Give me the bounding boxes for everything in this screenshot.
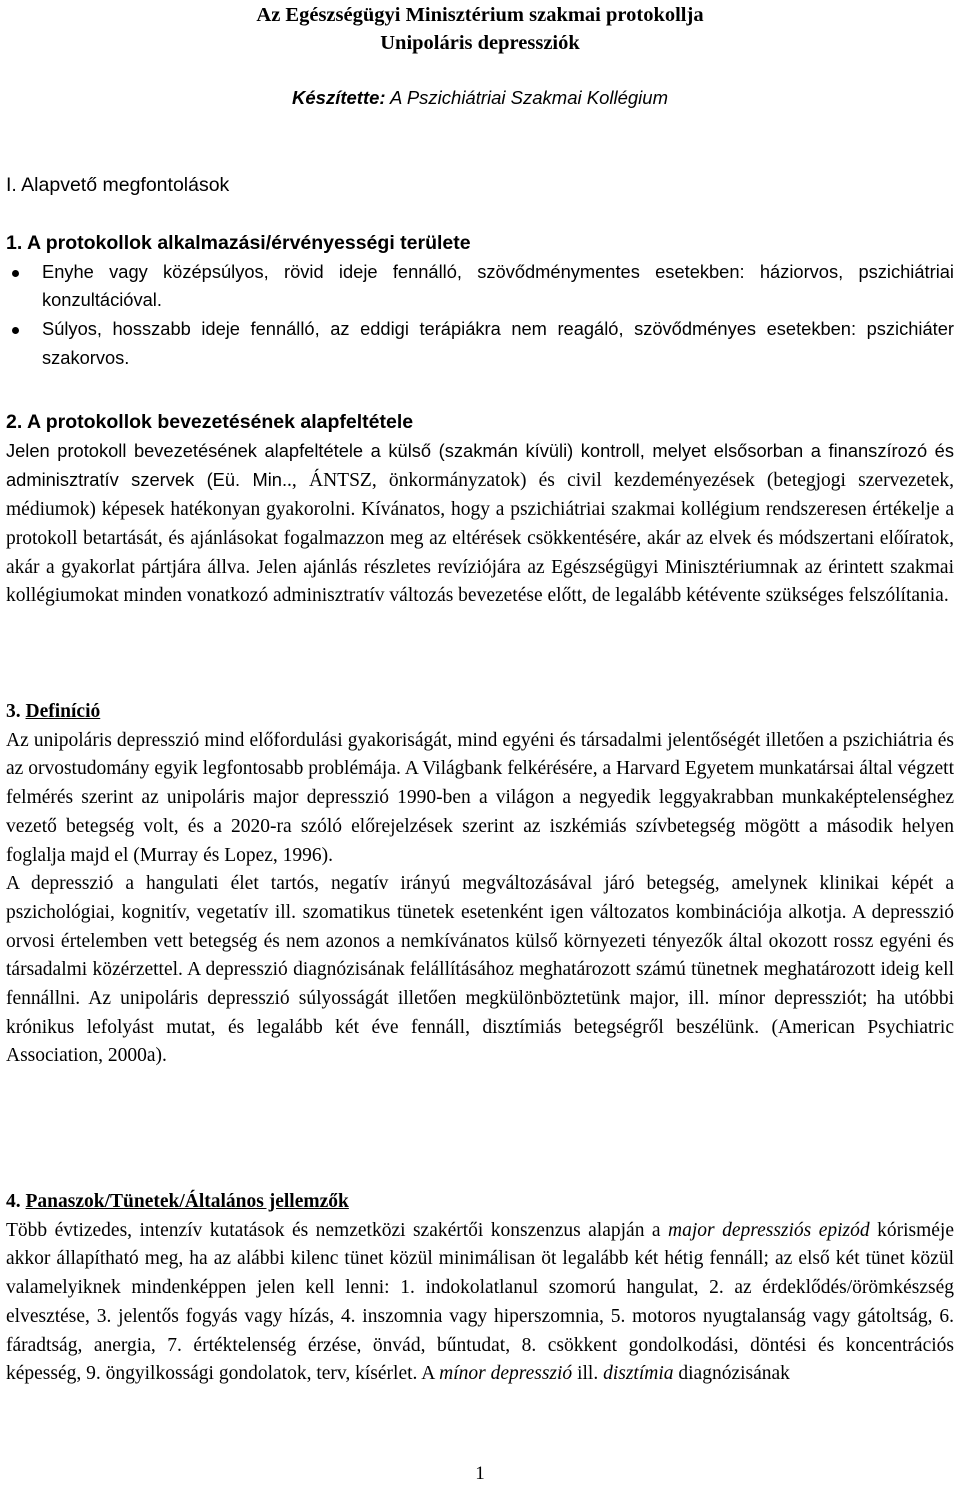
section-4-heading: [6, 1188, 954, 1217]
author-line: [6, 86, 954, 110]
page-number: 1: [475, 1463, 485, 1484]
bullet-item: [6, 258, 954, 315]
section-4-text: diagnózisának: [673, 1363, 790, 1385]
bullet-item: [6, 315, 954, 372]
section-2-heading: 2. A protokollok bevezetésének alapfeltétele: [6, 411, 414, 433]
section-title: I. Alapvető megfontolások: [6, 174, 230, 196]
section-2: [6, 408, 954, 611]
bullet-list: [6, 258, 954, 373]
section-2-text-a: Jelen protokoll bevezetésének alapfeltétele a külső (szakmán kívüli) kontroll, melyet elsősorban a finanszírozó és adminisztratív szervek (Eü. Min.: [6, 439, 954, 491]
document-title: Az Egészségügyi Minisztérium szakmai protokollja: [256, 4, 704, 26]
section-4-italic: mínor depresszió: [439, 1363, 573, 1385]
section-4-number: 4.: [6, 1191, 26, 1212]
section-3-paragraph: A depresszió a hangulati élet tartós, negatív irányú megváltozásával járó betegség, amelynek klinikai képét a pszichológiai, kognitív, vegetatív ill. szomatikus tünetek esetenként igen változatos kombinációja alkotja. A depresszió orvosi értelemben vett betegség és nem azonos a nemkívánatos külső környezeti tényezők által okozott rossz egyéni és társadalmi közérzettel. A depresszió diagnózisának felállításához meghatározott számú tünetnek meghatározott ideig kell fennállni. Az unipoláris depresszió súlyosságát illetően megkülönböztetünk major, ill. mínor depressziót; ha utóbbi krónikus lefolyást mutat, és legalább két éve fennáll, disztímiás betegségről beszélünk. (American Psychiatric Association, 2000a).: [6, 873, 954, 1067]
section-4-italic: disztímia: [603, 1363, 674, 1385]
section-3: [6, 698, 954, 1071]
bullet-text: Enyhe vagy középsúlyos, rövid ideje fennálló, szövődménymentes esetekben: háziorvos, pszichiátriai konzultációval.: [42, 260, 954, 311]
section-4-text: Több évtizedes, intenzív kutatások és nemzetközi szakértői konszenzus alapján a: [6, 1219, 669, 1241]
section-2-text-b: ., ÁNTSZ, önkormányzatok) és civil kezdeményezések (betegjogi szervezetek, médiumok) képesek hatékonyan gyakorolni. Kívánatos, hogy a pszichiátriai szakmai kollégium rendszeresen értékelje a protokoll betartását, és ajánlásokat fogalmazzon meg az eltérések csökkentésére, akár az elvek és módszertani előíratok, akár a gyakorlat pártjára állva. Jelen ajánlás részletes revíziójára az Egészségügyi Minisztériumnak az érintett szakmai kollégiumokat minden vonatkozó adminisztratív változás bevezetése előtt, de legalább kétévente szükséges felszólítania.: [6, 470, 954, 607]
section-3-heading: [6, 698, 954, 727]
bullet-text: Súlyos, hosszabb ideje fennálló, az eddigi terápiákra nem reagáló, szövődményes esetekben: pszichiáter szakorvos.: [42, 318, 954, 368]
section-4-text: kórisméje akkor állapítható meg, ha az alábbi kilenc tünet közül minimálisan öt legalább két hétig fennáll; az első két tünet közül valamelyiknek mindenképpen jelen kell lenni: 1. indokolatlanul szomorú hangulat, 2. az érdeklődés/örömkészség elvesztése, 3. jelentős fogyás vagy hízás, 4. inszomnia vagy hiperszomnia, 5. motoros nyugtalanság vagy gátoltság, 6. fáradtság, anergia, 7. értéktelenség érzése, önvád, bűntudat, 8. csökkent gondolkodási, döntési és koncentrációs képesség, 9. öngyilkossági gondolatok, terv, kísérlet. A: [6, 1219, 954, 1385]
section-4-paragraph: [6, 1217, 954, 1389]
document-subtitle: Unipoláris depressziók: [380, 32, 580, 54]
section-4-title: Panaszok/Tünetek/Általános jellemzők: [25, 1191, 349, 1212]
section-4-text: ill.: [572, 1363, 604, 1385]
section-3-title: Definíció: [25, 701, 101, 722]
section-1-heading: 1. A protokollok alkalmazási/érvényességi területe: [6, 232, 471, 254]
author-label: Készítette:: [292, 87, 386, 108]
bullet-icon: [12, 270, 19, 277]
section-2-paragraph: [6, 437, 954, 611]
section-1: [6, 229, 954, 373]
section-3-paragraph: Az unipoláris depresszió mind előfordulási gyakoriságát, mind egyéni és társadalmi jelentőségét illetően a pszichiátria és az orvostudomány egyik legfontosabb problémája. A Világbank felkérésére, a Harvard Egyetem munkatársai által végzett felmérés szerint az unipoláris major depresszió 1990-ben a világon a negyedik leggyakrabban munkaképtelenséghez vezető betegség volt, és a 2020-ra szóló előrejelzések szerint az iszkémiás szívbetegség mögött a második helyen foglalja majd el (Murray és Lopez, 1996).: [6, 729, 954, 866]
section-4-italic: major depressziós epizód: [668, 1219, 870, 1241]
author-value: A Pszichiátriai Szakmai Kollégium: [385, 87, 668, 108]
section-4: [6, 1188, 954, 1389]
bullet-icon: [12, 327, 19, 334]
section-3-number: 3.: [6, 701, 26, 722]
